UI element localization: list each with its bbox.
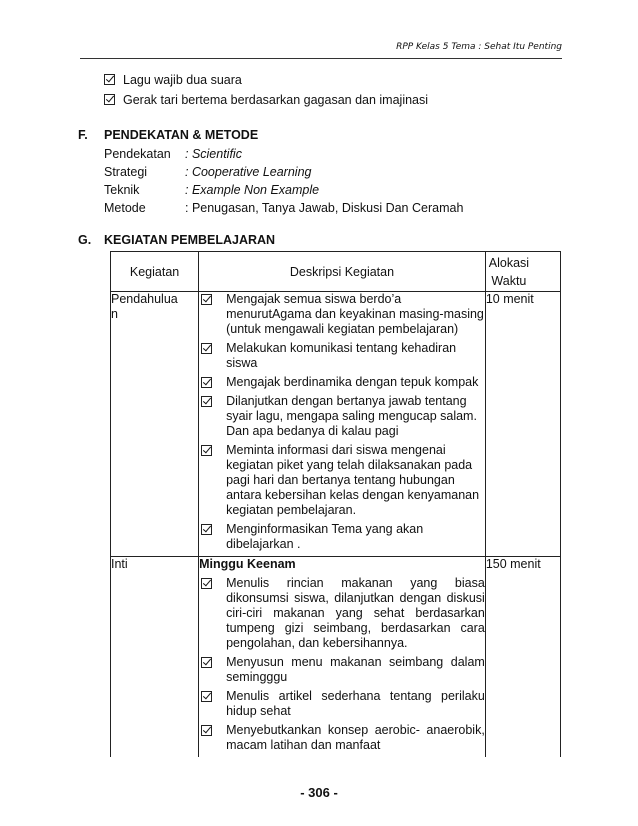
approach-value: : Scientific	[185, 147, 242, 161]
intro-item	[104, 72, 242, 88]
list-item	[199, 341, 485, 371]
approach-key: Metode	[104, 201, 146, 215]
item-text: Menyebutkankan konsep aerobic- anaerobik, macam latihan dan manfaat	[226, 723, 485, 752]
list-item	[199, 522, 485, 552]
list-item	[199, 576, 485, 651]
item-text: Melakukan komunikasi tentang kehadiran siswa	[226, 341, 457, 370]
item-text: Menulis rincian makanan yang biasa dikonsumsi siswa, dilanjutkan dengan diskusi ciri-ciri makanan yang sehat berdasarkan tumpeng gizi seimbang, berdasarkan cara pengolahan, dan kebersihannya.	[226, 576, 485, 650]
row-kegiatan: Inti	[111, 557, 199, 758]
header-alokasi-line2: Waktu	[491, 273, 527, 288]
checkbox-icon	[201, 578, 212, 589]
row-deskripsi	[199, 557, 486, 758]
row-deskripsi	[199, 292, 486, 557]
row-waktu: 150 menit	[485, 557, 560, 758]
list-item	[199, 689, 485, 719]
list-item	[199, 375, 485, 390]
checkbox-icon	[201, 445, 212, 456]
checkbox-icon	[201, 524, 212, 535]
approach-value: : Example Non Example	[185, 183, 320, 197]
header-alokasi	[485, 252, 560, 292]
table-row	[111, 557, 561, 758]
approach-value: : Penugasan, Tanya Jawab, Diskusi Dan Ceramah	[185, 201, 464, 215]
running-header	[80, 38, 562, 59]
intro-item-text: Gerak tari bertema berdasarkan gagasan dan imajinasi	[123, 93, 429, 107]
section-f-title: PENDEKATAN & METODE	[104, 128, 259, 142]
activity-list	[199, 576, 485, 753]
running-title: RPP Kelas 5 Tema : Sehat Itu Penting	[396, 42, 562, 52]
checkbox-icon	[201, 396, 212, 407]
item-text: Mengajak semua siswa berdo’a menurutAgama dan keyakinan masing-masing (untuk mengawali kegiatan pembelajaran)	[226, 292, 484, 336]
item-text: Meminta informasi dari siswa mengenai kegiatan piket yang telah dilaksanakan pada pagi hari dan bertanya tentang hubungan antara kebersihan kelas dengan kenyamanan kegiatan pembelajaran.	[226, 443, 480, 517]
intro-item	[104, 92, 428, 108]
checkbox-icon	[201, 657, 212, 668]
checkbox-icon	[201, 725, 212, 736]
row-kegiatan-text: Pendahulua n	[111, 292, 178, 321]
list-item	[199, 443, 485, 518]
activity-table	[110, 251, 561, 757]
item-text: Menyusun menu makanan seimbang dalam semingggu	[226, 655, 485, 684]
list-item	[199, 394, 485, 439]
checkbox-icon	[104, 74, 115, 85]
list-item	[199, 655, 485, 685]
table-header-row	[111, 252, 561, 292]
row-waktu: 10 menit	[485, 292, 560, 557]
header-deskripsi: Deskripsi Kegiatan	[199, 252, 486, 292]
list-item	[199, 292, 485, 337]
header-alokasi-line1: Alokasi	[488, 255, 530, 270]
item-text: Menginformasikan Tema yang akan dibelajarkan .	[226, 522, 424, 551]
section-g-title: KEGIATAN PEMBELAJARAN	[104, 233, 276, 247]
section-g-letter: G.	[78, 233, 92, 247]
intro-item-text: Lagu wajib dua suara	[123, 73, 242, 87]
checkbox-icon	[201, 294, 212, 305]
checkbox-icon	[201, 343, 212, 354]
section-f-letter: F.	[78, 128, 88, 142]
list-item	[199, 723, 485, 753]
checkbox-icon	[201, 377, 212, 388]
checkbox-icon	[104, 94, 115, 105]
header-kegiatan: Kegiatan	[111, 252, 199, 292]
checkbox-icon	[201, 691, 212, 702]
approach-key: Teknik	[104, 183, 140, 197]
approach-value: : Cooperative Learning	[185, 165, 312, 179]
row-kegiatan	[111, 292, 199, 557]
activity-list	[199, 292, 485, 552]
week-label: Minggu Keenam	[199, 557, 296, 571]
table-row	[111, 292, 561, 557]
item-text: Mengajak berdinamika dengan tepuk kompak	[226, 375, 479, 389]
approach-key: Strategi	[104, 165, 148, 179]
item-text: Dilanjutkan dengan bertanya jawab tentang syair lagu, mengapa saling mengucap salam. Dan apa bedanya di kalau pagi	[226, 394, 477, 438]
item-text: Menulis artikel sederhana tentang perilaku hidup sehat	[226, 689, 485, 718]
page-number: - 306 -	[300, 785, 338, 800]
approach-key: Pendekatan	[104, 147, 171, 161]
